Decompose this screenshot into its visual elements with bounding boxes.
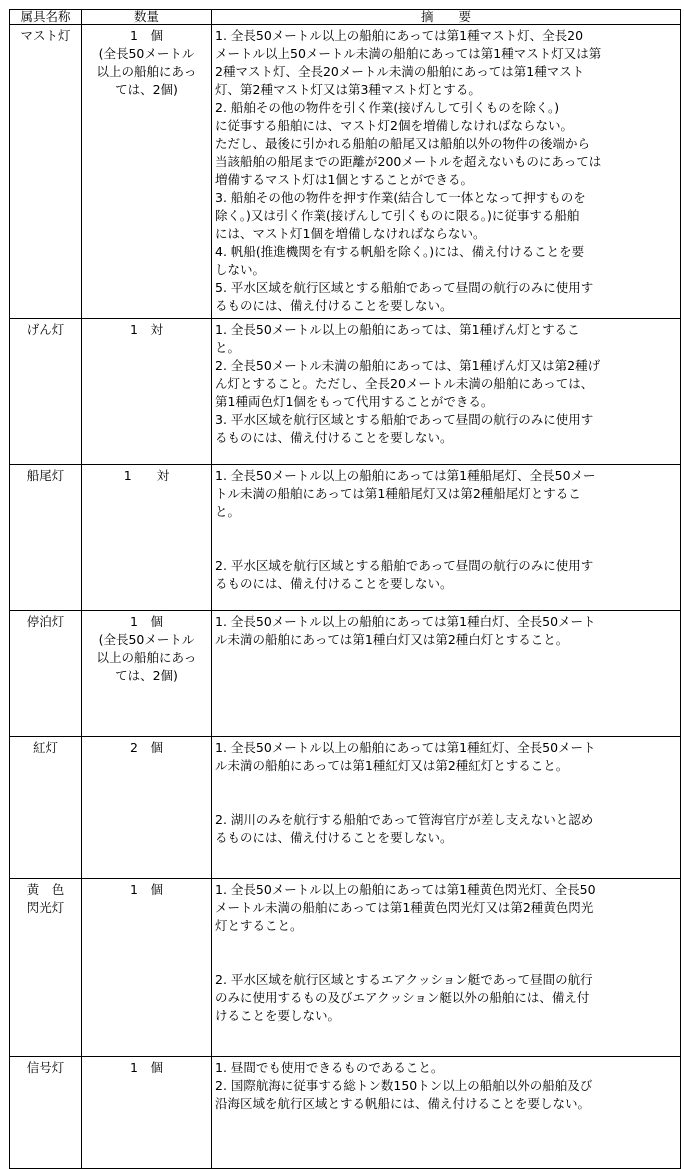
light-quantity-note: (全長50メートル 以上の船舶にあっ ては、2個)	[96, 46, 197, 97]
summary-item: 2. 全長50メートル未満の船舶にあっては、第1種げん灯又は第2種げ ん灯とすること。ただし、全長20メートル未満の船舶にあっては、 第1種両色灯1個をもって代用することができる。	[215, 358, 601, 409]
light-quantity-cell	[82, 879, 212, 1057]
light-summary	[212, 25, 681, 319]
summary-item: 2. 湖川のみを航行する船舶であって管海官庁が差し支えないと認め るものには、備え付けることを要しない。	[215, 812, 594, 845]
light-summary	[212, 319, 681, 465]
summary-item: 1. 全長50メートル以上の船舶にあっては、第1種げん灯とするこ と。	[215, 322, 580, 355]
summary-item: 2. 船舶その他の物件を引く作業(接げんして引くものを除く。) に従事する船舶には、マスト灯2個を増備しなければならない。 ただし、最後に引かれる船舶の船尾又は船舶以外の物件の後端から 当該船舶の船尾までの距離が200メートルを超えないものにあっては 増備するマスト灯は1個とすることができる。	[215, 100, 602, 187]
summary-item: 1. 全長50メートル以上の船舶にあっては第1種マスト灯、全長20 メートル以上50メートル未満の船舶にあっては第1種マスト灯又は第 2種マスト灯、全長20メートル未満の船舶にあっては第1種マスト 灯、第2種マスト灯又は第3種マスト灯とする。	[215, 28, 602, 97]
table-row	[10, 319, 681, 465]
light-summary	[212, 737, 681, 879]
light-name: マスト灯	[10, 25, 82, 319]
table-row	[10, 737, 681, 879]
light-quantity: 1 対	[130, 322, 163, 337]
light-quantity-note: (全長50メートル 以上の船舶にあっ ては、2個)	[96, 632, 197, 683]
light-summary	[212, 1057, 681, 1169]
summary-item: 2. 平水区域を航行区域とする船舶であって昼間の航行のみに使用す るものには、備え付けることを要しない。	[215, 558, 594, 591]
table-row	[10, 465, 681, 611]
summary-item: 1. 昼間でも使用できるものであること。	[215, 1060, 444, 1075]
light-quantity-cell	[82, 611, 212, 737]
summary-item: 3. 船舶その他の物件を押す作業(結合して一体となって押すものを 除く。)又は引く作業(接げんして引くものに限る。)に従事する船舶 には、マスト灯1個を増備しなければならない。	[215, 190, 586, 241]
light-name: 船尾灯	[10, 465, 82, 611]
light-quantity: 1 個	[130, 614, 163, 629]
light-quantity: 1 個	[130, 1060, 163, 1075]
light-name: 信号灯	[10, 1057, 82, 1169]
light-quantity: 1 対	[123, 468, 170, 483]
light-name: 停泊灯	[10, 611, 82, 737]
summary-spacer	[215, 521, 678, 557]
light-summary	[212, 879, 681, 1057]
table-row	[10, 879, 681, 1057]
header-quantity: 数量	[82, 10, 212, 25]
light-name: 黄 色 閃光灯	[10, 879, 82, 1057]
summary-item: 1. 全長50メートル以上の船舶にあっては第1種船尾灯、全長50メー トル未満の船舶にあっては第1種船尾灯又は第2種船尾灯とするこ と。	[215, 468, 596, 519]
light-quantity: 1 個	[130, 882, 163, 897]
table-row	[10, 611, 681, 737]
summary-item: 2. 平水区域を航行区域とするエアクッション艇であって昼間の航行 のみに使用するもの及びエアクッション艇以外の船舶には、備え付 けることを要しない。	[215, 972, 593, 1023]
light-quantity-cell	[82, 319, 212, 465]
light-quantity: 1 個	[130, 28, 163, 43]
table-row	[10, 25, 681, 319]
light-summary	[212, 465, 681, 611]
summary-item: 4. 帆船(推進機関を有する帆船を除く。)には、備え付けることを要 しない。	[215, 244, 585, 277]
summary-item: 5. 平水区域を航行区域とする船舶であって昼間の航行のみに使用す るものには、備え付けることを要しない。	[215, 280, 594, 313]
header-summary: 摘 要	[212, 10, 681, 25]
light-quantity-cell	[82, 25, 212, 319]
light-summary	[212, 611, 681, 737]
summary-spacer	[215, 935, 678, 971]
summary-item: 1. 全長50メートル以上の船舶にあっては第1種黄色閃光灯、全長50 メートル未満の船舶にあっては第1種黄色閃光灯又は第2種黄色閃光 灯とすること。	[215, 882, 596, 933]
summary-spacer	[215, 775, 678, 811]
light-quantity-cell	[82, 737, 212, 879]
light-name: 紅灯	[10, 737, 82, 879]
summary-item: 1. 全長50メートル以上の船舶にあっては第1種白灯、全長50メート ル未満の船舶にあっては第1種白灯又は第2種白灯とすること。	[215, 614, 596, 647]
light-name: げん灯	[10, 319, 82, 465]
summary-item: 1. 全長50メートル以上の船舶にあっては第1種紅灯、全長50メート ル未満の船舶にあっては第1種紅灯又は第2種紅灯とすること。	[215, 740, 596, 773]
light-quantity-cell	[82, 1057, 212, 1169]
lights-table	[9, 9, 681, 1169]
light-quantity-cell	[82, 465, 212, 611]
summary-item: 3. 平水区域を航行区域とする船舶であって昼間の航行のみに使用す るものには、備え付けることを要しない。	[215, 412, 594, 445]
summary-item: 2. 国際航海に従事する総トン数150トン以上の船舶以外の船舶及び 沿海区域を航行区域とする帆船には、備え付けることを要しない。	[215, 1078, 593, 1111]
light-quantity: 2 個	[130, 740, 163, 755]
header-name: 属具名称	[10, 10, 82, 25]
table-row	[10, 1057, 681, 1169]
